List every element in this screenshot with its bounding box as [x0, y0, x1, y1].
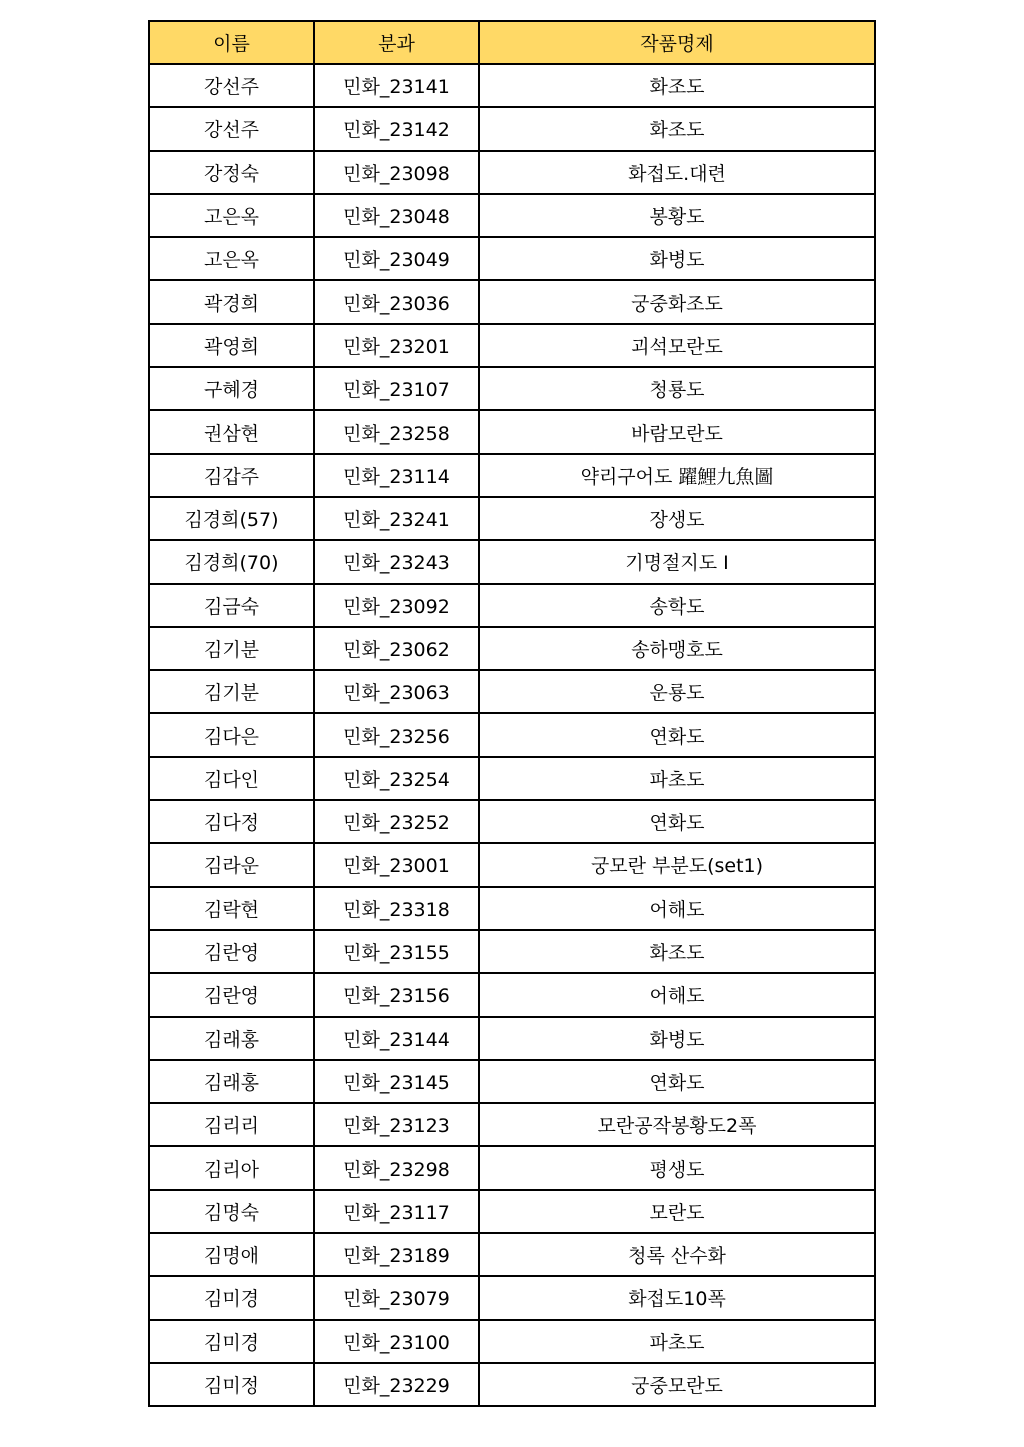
table-row	[149, 1146, 875, 1189]
cell-title: 궁모란 부분도(set1)	[479, 843, 875, 886]
cell-name: 강정숙	[149, 151, 314, 194]
cell-division: 민화_23241	[314, 497, 479, 540]
table-row	[149, 1017, 875, 1060]
cell-division: 민화_23114	[314, 454, 479, 497]
table-body	[149, 64, 875, 1406]
table-row	[149, 151, 875, 194]
table-row	[149, 237, 875, 280]
cell-division: 민화_23098	[314, 151, 479, 194]
cell-title: 화병도	[479, 237, 875, 280]
cell-division: 민화_23156	[314, 973, 479, 1016]
table-row	[149, 497, 875, 540]
cell-title: 모란도	[479, 1190, 875, 1233]
cell-division: 민화_23155	[314, 930, 479, 973]
cell-title: 운룡도	[479, 670, 875, 713]
cell-name: 김란영	[149, 973, 314, 1016]
table-row	[149, 324, 875, 367]
cell-name: 강선주	[149, 64, 314, 107]
cell-division: 민화_23145	[314, 1060, 479, 1103]
artwork-table	[148, 20, 876, 1407]
cell-title: 청록 산수화	[479, 1233, 875, 1276]
cell-division: 민화_23258	[314, 410, 479, 453]
cell-division: 민화_23201	[314, 324, 479, 367]
table-row	[149, 1233, 875, 1276]
table-row	[149, 280, 875, 323]
cell-title: 화접도10폭	[479, 1276, 875, 1319]
cell-title: 궁중화조도	[479, 280, 875, 323]
cell-title: 장생도	[479, 497, 875, 540]
cell-title: 기명절지도 Ⅰ	[479, 540, 875, 583]
cell-name: 고은옥	[149, 237, 314, 280]
table-row	[149, 757, 875, 800]
table-row	[149, 584, 875, 627]
cell-division: 민화_23001	[314, 843, 479, 886]
cell-name: 구혜경	[149, 367, 314, 410]
cell-name: 김락현	[149, 887, 314, 930]
cell-name: 곽영희	[149, 324, 314, 367]
header-name: 이름	[149, 21, 314, 64]
cell-name: 김라운	[149, 843, 314, 886]
cell-title: 모란공작봉황도2폭	[479, 1103, 875, 1146]
cell-division: 민화_23048	[314, 194, 479, 237]
cell-division: 민화_23243	[314, 540, 479, 583]
cell-title: 어해도	[479, 973, 875, 1016]
cell-name: 김미경	[149, 1276, 314, 1319]
table-row	[149, 194, 875, 237]
cell-title: 봉황도	[479, 194, 875, 237]
cell-name: 곽경희	[149, 280, 314, 323]
cell-title: 송학도	[479, 584, 875, 627]
cell-division: 민화_23298	[314, 1146, 479, 1189]
cell-division: 민화_23229	[314, 1363, 479, 1406]
header-title: 작품명제	[479, 21, 875, 64]
cell-name: 김래홍	[149, 1017, 314, 1060]
header-division: 분과	[314, 21, 479, 64]
cell-title: 약리구어도 躍鯉九魚圖	[479, 454, 875, 497]
table-row	[149, 1060, 875, 1103]
table-row	[149, 64, 875, 107]
cell-name: 강선주	[149, 107, 314, 150]
cell-title: 청룡도	[479, 367, 875, 410]
table-row	[149, 670, 875, 713]
cell-title: 괴석모란도	[479, 324, 875, 367]
cell-name: 김갑주	[149, 454, 314, 497]
cell-title: 연화도	[479, 713, 875, 756]
cell-title: 바람모란도	[479, 410, 875, 453]
table-row	[149, 627, 875, 670]
table-row	[149, 1276, 875, 1319]
cell-division: 민화_23100	[314, 1320, 479, 1363]
cell-title: 화조도	[479, 107, 875, 150]
cell-name: 김다인	[149, 757, 314, 800]
cell-title: 평생도	[479, 1146, 875, 1189]
cell-division: 민화_23318	[314, 887, 479, 930]
cell-division: 민화_23063	[314, 670, 479, 713]
cell-name: 김미정	[149, 1363, 314, 1406]
table-row	[149, 887, 875, 930]
cell-division: 민화_23062	[314, 627, 479, 670]
cell-division: 민화_23252	[314, 800, 479, 843]
cell-name: 김기분	[149, 627, 314, 670]
cell-name: 김금숙	[149, 584, 314, 627]
cell-title: 화병도	[479, 1017, 875, 1060]
cell-division: 민화_23092	[314, 584, 479, 627]
cell-division: 민화_23144	[314, 1017, 479, 1060]
cell-name: 권삼현	[149, 410, 314, 453]
table-row	[149, 713, 875, 756]
cell-title: 파초도	[479, 1320, 875, 1363]
cell-division: 민화_23123	[314, 1103, 479, 1146]
table-row	[149, 1320, 875, 1363]
cell-title: 연화도	[479, 1060, 875, 1103]
cell-name: 김미경	[149, 1320, 314, 1363]
cell-division: 민화_23049	[314, 237, 479, 280]
table-row	[149, 1363, 875, 1406]
table-row	[149, 1190, 875, 1233]
table-row	[149, 540, 875, 583]
cell-title: 화접도.대련	[479, 151, 875, 194]
cell-division: 민화_23189	[314, 1233, 479, 1276]
table-row	[149, 1103, 875, 1146]
table-row	[149, 973, 875, 1016]
cell-division: 민화_23256	[314, 713, 479, 756]
cell-title: 궁중모란도	[479, 1363, 875, 1406]
cell-title: 화조도	[479, 64, 875, 107]
cell-name: 김리리	[149, 1103, 314, 1146]
cell-name: 김경희(70)	[149, 540, 314, 583]
table-row	[149, 843, 875, 886]
table-row	[149, 367, 875, 410]
cell-name: 김리아	[149, 1146, 314, 1189]
table-header-row	[149, 21, 875, 64]
cell-title: 화조도	[479, 930, 875, 973]
cell-division: 민화_23254	[314, 757, 479, 800]
cell-title: 파초도	[479, 757, 875, 800]
table-row	[149, 930, 875, 973]
cell-division: 민화_23141	[314, 64, 479, 107]
cell-name: 고은옥	[149, 194, 314, 237]
cell-division: 민화_23036	[314, 280, 479, 323]
table-row	[149, 454, 875, 497]
cell-division: 민화_23107	[314, 367, 479, 410]
cell-name: 김래홍	[149, 1060, 314, 1103]
cell-division: 민화_23142	[314, 107, 479, 150]
cell-name: 김기분	[149, 670, 314, 713]
cell-title: 연화도	[479, 800, 875, 843]
cell-division: 민화_23079	[314, 1276, 479, 1319]
cell-title: 송하맹호도	[479, 627, 875, 670]
cell-division: 민화_23117	[314, 1190, 479, 1233]
table-row	[149, 107, 875, 150]
cell-name: 김다정	[149, 800, 314, 843]
cell-name: 김경희(57)	[149, 497, 314, 540]
table-row	[149, 800, 875, 843]
table-row	[149, 410, 875, 453]
cell-name: 김명애	[149, 1233, 314, 1276]
cell-name: 김란영	[149, 930, 314, 973]
cell-name: 김명숙	[149, 1190, 314, 1233]
cell-name: 김다은	[149, 713, 314, 756]
cell-title: 어해도	[479, 887, 875, 930]
